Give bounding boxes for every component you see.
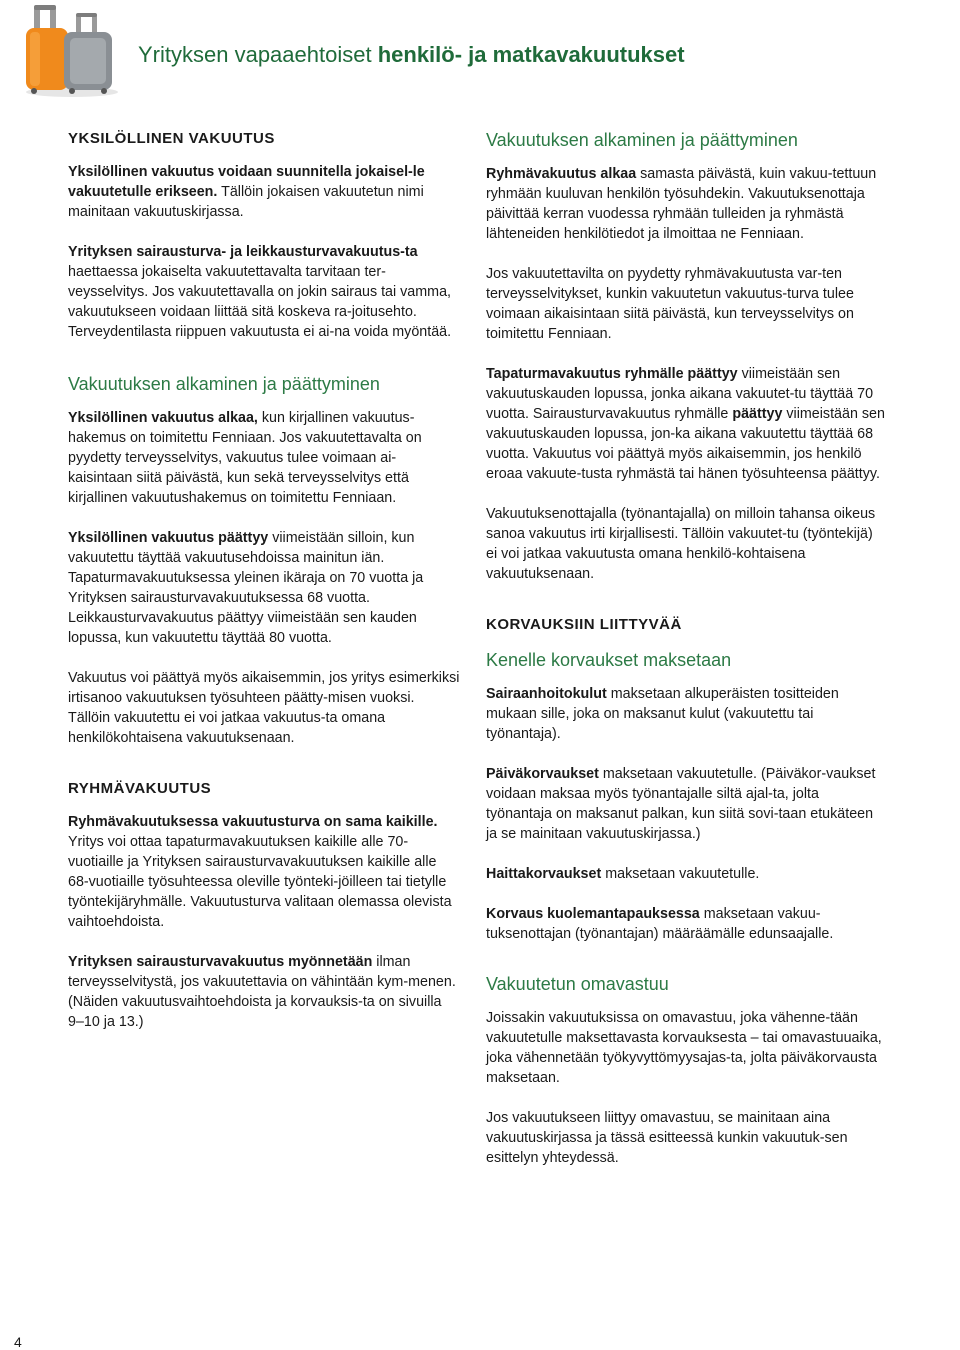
subheading-omavastuu: Vakuutetun omavastuu	[486, 974, 669, 994]
paragraph: Päiväkorvaukset maksetaan vakuutetulle. (Päiväkor-vaukset voidaan maksaa myös työnantajalle siltä ajal-ta, jolta työnantaja on maksanut palkan, kun siitä sovi-taan etukäteen ja se mainitaan vakuutuskirjassa.)	[486, 766, 876, 842]
subheading-alkaminen: Vakuutuksen alkaminen ja päättyminen	[68, 374, 380, 394]
section-heading-yksilollinen: YKSILÖLLINEN VAKUUTUS	[68, 130, 275, 147]
paragraph: Korvaus kuolemantapauksessa maksetaan vakuu-tuksenottajan (työnantajan) määräämälle edunsaajalle.	[486, 906, 834, 942]
paragraph: Vakuutus voi päättyä myös aikaisemmin, jos yritys esimerkiksi irtisanoo vakuutuksen työsuhteen päätty-misen vuoksi. Tällöin vakuutettu ei voi jatkaa vakuutus-ta omana henkilökohtaisena vakuutuksenaan.	[68, 670, 460, 746]
page-header	[0, 0, 960, 100]
paragraph: Ryhmävakuutus alkaa samasta päivästä, kuin vakuu-tettuun ryhmään kuuluvan henkilön työsuhdekin. Vakuutuksenottaja päivittää kerran vuodessa ryhmään tulleiden ja ryhmästä lähteneiden henkilötiedot ja ilmoittaa ne Fenniaan.	[486, 166, 877, 242]
right-column	[486, 128, 886, 1168]
paragraph: Yksilöllinen vakuutus voidaan suunnitella jokaisel-le vakuutetulle erikseen. Tällöin jokaisen vakuutetun nimi mainitaan vakuutuskirjassa.	[68, 164, 425, 220]
paragraph: Yrityksen sairausturvavakuutus myönnetään ilman terveysselvitystä, jos vakuutettavia on vähintään kym-menen. (Näiden vakuutusvaihtoehdoista ja korvauksis-ta on sivuilla 9–10 ja 13.)	[68, 954, 456, 1030]
paragraph: Sairaanhoitokulut maksetaan alkuperäisten tositteiden mukaan sille, joka on maksanut kulut (vakuutettu tai työnantaja).	[486, 686, 839, 742]
section-heading-korvaukset: KORVAUKSIIN LIITTYVÄÄ	[486, 616, 682, 633]
paragraph: Tapaturmavakuutus ryhmälle päättyy viimeistään sen vakuutuskauden lopussa, jonka aikana vakuutet-tu täyttää 70 vuotta. Sairausturvavakuutus ryhmälle päättyy viimeistään sen vakuutuskauden lopussa, jon-ka aikana vakuutettu täyttää 68 vuotta. Vakuutus voi päättyä myös aikaisemmin, jos henkilö eroaa vakuute-tusta ryhmästä tai hänen työsuhteensa päättyy.	[486, 366, 885, 482]
section-heading-ryhmavakuutus: RYHMÄVAKUUTUS	[68, 780, 212, 797]
paragraph: Vakuutuksenottajalla (työnantajalla) on milloin tahansa oikeus sanoa vakuutus irti kirjallisesti. Tällöin vakuutet-tu (työntekijä) ei voi jatkaa vakuutusta omana henkilö-kohtaisena vakuutuksenaan.	[486, 506, 876, 582]
paragraph: Jos vakuutukseen liittyy omavastuu, se mainitaan aina vakuutuskirjassa ja tässä esitteessä kunkin vakuutuk-sen esittelyn yhteydessä.	[486, 1110, 848, 1166]
paragraph: Yksilöllinen vakuutus päättyy viimeistään silloin, kun vakuutettu täyttää vakuutusehdoissa mainitun iän. Tapaturmavakuutuksessa yleinen ikäraja on 70 vuotta ja Yrityksen sairausturvavakuutuksessa 68 vuotta. Leikkausturvavakuutus päättyy viimeistään sen kauden lopussa, kun vakuutettu täyttää 80 vuotta.	[68, 530, 424, 646]
paragraph: Haittakorvaukset maksetaan vakuutetulle.	[486, 866, 760, 882]
suitcase-illustration	[20, 4, 120, 98]
page-title: Yrityksen vapaaehtoiset henkilö- ja matkavakuutukset	[138, 42, 685, 67]
paragraph: Joissakin vakuutuksissa on omavastuu, joka vähenne-tään vakuutetulle maksettavasta korvauksesta – tai omavastuuaika, joka vähennetään työkyvyttömyysajas-ta, jolta päiväkorvausta maksetaan.	[486, 1010, 882, 1086]
page-number: 4	[14, 1334, 22, 1350]
left-column	[68, 128, 460, 1032]
paragraph: Yksilöllinen vakuutus alkaa, kun kirjallinen vakuutus-hakemus on toimitettu Fenniaan. Jos vakuutettavalta on pyydetty terveysselvitys, vakuutus tulee voimaan ai-kaisintaan siitä päivästä, kun sekä terveysselvitys että kirjallinen vakuutushakemus on toimitettu Fenniaan.	[68, 410, 422, 506]
paragraph: Yrityksen sairausturva- ja leikkausturvavakuutus-ta haettaessa jokaiselta vakuutettavalta tarvitaan ter-veysselvitys. Jos vakuutettavalla on jokin sairaus tai vamma, vakuutukseen voidaan liittää sitä koskeva ra-joitusehto. Terveydentilasta riippuen vakuutusta ei ai-na voida myöntää.	[68, 244, 452, 340]
paragraph: Jos vakuutettavilta on pyydetty ryhmävakuutusta var-ten terveysselvitykset, kunkin vakuutetun vakuutus-turva tulee voimaan aikaisintaan siitä päivästä, kun terveysselvitys on toimitettu Fenniaan.	[486, 266, 854, 342]
subheading-alkaminen-ryhma: Vakuutuksen alkaminen ja päättyminen	[486, 130, 798, 150]
paragraph: Ryhmävakuutuksessa vakuutusturva on sama kaikille. Yritys voi ottaa tapaturmavakuutuksen kaikille alle 70-vuotiaille ja Yrityksen sairausturvavakuutuksen kaikille alle 68-vuotiaille työsuhteessa oleville työnteki-jöilleen tai tietylle työntekijäryhmälle. Vakuutusturva valitaan olemassa olevista vaihtoehdoista.	[68, 814, 452, 930]
subheading-kenelle: Kenelle korvaukset maksetaan	[486, 650, 732, 670]
